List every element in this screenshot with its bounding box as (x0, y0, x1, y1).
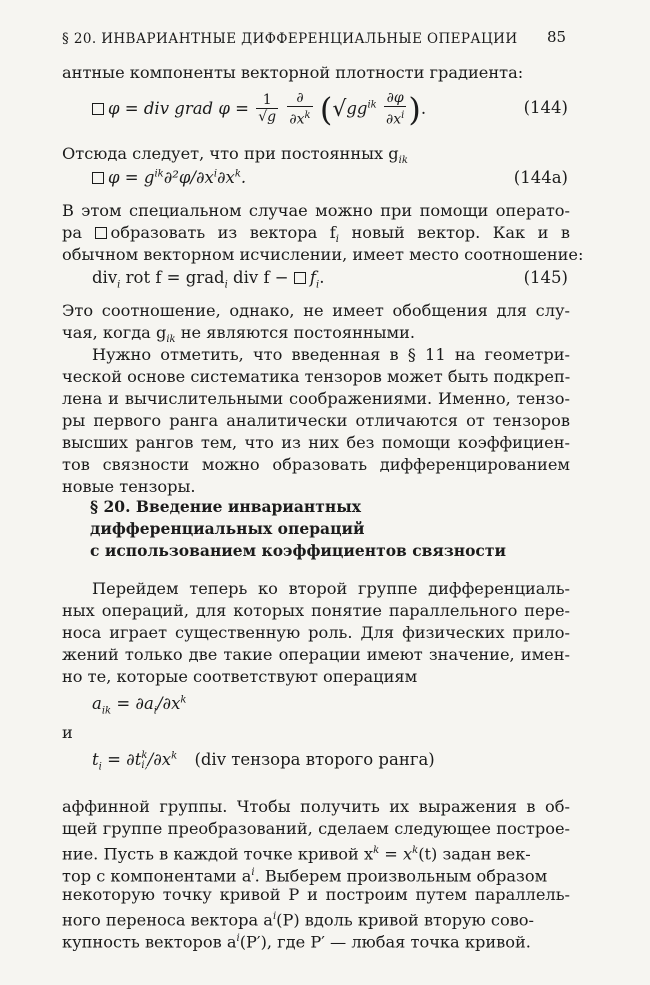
text-line: обычном векторном исчислении, имеет место соотношение: (62, 245, 584, 264)
equation-144: φ = div grad φ = $\frac{1}{√g}$ $\frac{\partial}{\partial x^k}$ ($√gg^{ik}$ $\frac{\partial\varphi}{\partial x^i}$ ). (92, 90, 426, 129)
text-line: тор с компонентами $a^i$. Выберем произвольным образом (62, 866, 548, 886)
section-heading: дифференциальных операций (90, 519, 365, 538)
text-line: жений только две такие операции имеют значение, имен- (62, 645, 570, 664)
section-heading: § 20. Введение инвариантных (90, 497, 361, 516)
fraction: $\frac{1}{√g}$ (258, 92, 277, 126)
text-line: Перейдем теперь ко второй группе дифференциаль- (92, 579, 570, 598)
text-line: ра образовать из вектора $f_i$ новый вектор. Как и в (62, 223, 570, 246)
text-line: антные компоненты векторной плотности градиента: (62, 63, 524, 82)
text-line: ных операций, для которых понятие параллельного пере- (62, 601, 570, 620)
text-line: В этом специальном случае можно при помощи операто- (62, 201, 570, 220)
text-line: ние. Пусть в каждой точке кривой $x^k = x^k(t)$ задан век- (62, 844, 531, 864)
text-line: носа играет существенную роль. Для физических прило- (62, 623, 570, 642)
text-line: новые тензоры. (62, 477, 196, 496)
text-line: аффинной группы. Чтобы получить их выражения в об- (62, 797, 570, 816)
text-line: высших рангов тем, что из них без помощи коэффициен- (62, 433, 570, 452)
text-line: некоторую точку кривой P и построим путем параллель- (62, 885, 570, 904)
text-line: тов связности можно образовать дифференцированием (62, 455, 570, 474)
text-line: Отсюда следует, что при постоянных $g_{ik}$ (62, 144, 408, 167)
text-line: Нужно отметить, что введенная в § 11 на геометри- (92, 345, 570, 364)
equation-number: (145) (523, 268, 568, 287)
conjunction: и (62, 723, 73, 742)
fraction: $\frac{\partial\varphi}{\partial x^i}$ (386, 90, 405, 128)
text-line: лена и вычислительными соображениями. Именно, тензо- (62, 389, 570, 408)
equation-a-ik: $a_{ik} = \partial a_i/\partial x^k$ (92, 694, 187, 717)
text-line: ры первого ранга аналитически отличаются от тензоров (62, 411, 570, 430)
text-line: ческой основе систематика тензоров может быть подкреп- (62, 367, 571, 386)
text-line: купность векторов $a^i(P')$, где P′ — любая точка кривой. (62, 932, 531, 952)
dalembertian-icon (294, 272, 306, 284)
text-line: чая, когда $g_{ik}$ не являются постоянными. (62, 323, 416, 346)
equation-144a: $\varphi = g^{ik}\partial^2\varphi/\partial x^i\partial x^k$. (92, 168, 246, 187)
equation-number: (144a) (513, 168, 568, 187)
text-line: Это соотношение, однако, не имеет обобщения для слу- (62, 301, 570, 320)
page-number: 85 (547, 28, 567, 46)
text-line: ного переноса вектора $a^i(P)$ вдоль кривой вторую сово- (62, 910, 535, 930)
equation-145: div$_i$ rot f = grad$_i$ div $f - f_i$. (92, 268, 325, 291)
fraction: $\frac{\partial}{\partial x^k}$ (289, 90, 311, 128)
equation-t-i: $t_i = \partial t$ k i, $/\partial x^k$ (div тензора второго ранга) (92, 749, 435, 773)
dalembertian-icon (95, 227, 107, 239)
dalembertian-icon (92, 172, 104, 184)
text-line: но те, которые соответствуют операциям (62, 667, 418, 686)
equation-number: (144) (523, 98, 568, 117)
running-header: § 20. ИНВАРИАНТНЫЕ ДИФФЕРЕНЦИАЛЬНЫЕ ОПЕРАЦИИ (62, 31, 518, 47)
dalembertian-icon (92, 103, 104, 115)
section-heading: с использованием коэффициентов связности (90, 541, 506, 560)
text-line: щей группе преобразований, сделаем следующее построе- (62, 819, 570, 838)
